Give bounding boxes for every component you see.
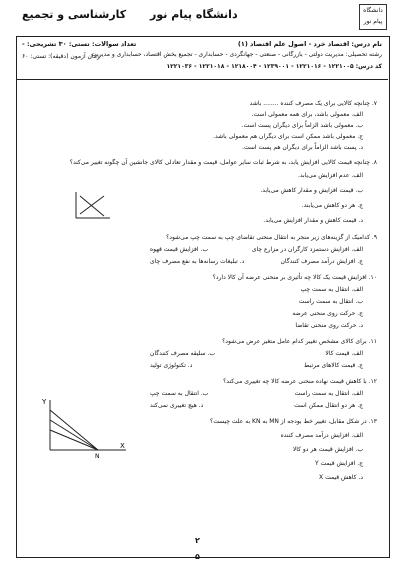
option[interactable]: ج. افزایش درآمد مصرف کنندگان bbox=[280, 258, 363, 265]
header-center-title: دانشگاه پیام نور bbox=[150, 8, 238, 21]
option[interactable]: الف. انتقال به سمت چپ bbox=[300, 286, 363, 293]
option[interactable]: د. حرکت روی منحنی تقاضا bbox=[295, 322, 363, 329]
question-10: ۱۰. افزایش قیمت یک کالا چه تأثیری بر منحنی عرضه آن کالا دارد؟ bbox=[212, 274, 377, 281]
option[interactable]: ج. قیمت کالاهای مرتبط bbox=[303, 362, 363, 369]
option[interactable]: ج. هر دو کاهش می‌یابند. bbox=[301, 202, 363, 209]
option[interactable]: د. تکنولوژی تولید bbox=[150, 362, 193, 369]
option[interactable]: د. هیچ تغییری نمی‌کند bbox=[150, 402, 204, 409]
option[interactable]: الف. معمولی باشد، برای همه معمولی است. bbox=[251, 111, 363, 118]
question-9: ۹. کدامیک از گزینه‌های زیر منجر به انتقال منحنی تقاضای چپ به سمت چپ می‌شود؟ bbox=[166, 234, 377, 241]
svg-text:X: X bbox=[120, 442, 125, 450]
option[interactable]: ب. قیمت افزایش و مقدار کاهش می‌یابد. bbox=[260, 187, 363, 194]
question-count: تعداد سوالات: تستی: ۳۰ تشریحی: - bbox=[22, 40, 137, 48]
option[interactable]: د. قیمت کاهش و مقدار افزایش می‌یابد. bbox=[263, 217, 363, 224]
option[interactable]: د. پست باشد الزاماً برای دیگران هم پست است. bbox=[242, 144, 363, 151]
option[interactable]: ب. افزایش قیمت هر دو کالا bbox=[292, 446, 363, 453]
option[interactable]: الف. انتقال به سمت راست bbox=[294, 390, 363, 397]
page-number-secondary: ۵ bbox=[195, 552, 200, 561]
option[interactable]: ب. معمولی باشد الزاماً برای دیگران پست است. bbox=[241, 122, 363, 129]
course-info-box bbox=[16, 36, 388, 80]
svg-text:Y: Y bbox=[42, 398, 47, 406]
supply-demand-graph-icon bbox=[72, 190, 112, 220]
exam-time: زمان آزمون (دقیقه): تستی: ۶۰ bbox=[22, 53, 100, 60]
question-12: ۱۲. با کاهش قیمت نهاده منحنی عرضه کالا چه تغییری می‌کند؟ bbox=[223, 378, 377, 385]
question-13: ۱۳. در شکل مقابل، تغییر خط بودجه از MN به KN به علت چیست؟ bbox=[210, 418, 377, 425]
option[interactable]: د. تبلیغات رسانه‌ها به نفع مصرف چای bbox=[150, 258, 245, 265]
option[interactable]: ب. انتقال به سمت چپ bbox=[150, 390, 209, 397]
question-8: ۸. چنانچه قیمت کالایی افزایش یابد، به شرط ثبات سایر عوامل، قیمت و مقدار تعادلی کالای جانشین آن چگونه تغییر می‌کند؟ bbox=[69, 159, 377, 166]
logo-text: دانشگاه پیام نور bbox=[363, 7, 383, 25]
option[interactable]: ج. هر دو انتقال ممکن است bbox=[294, 402, 363, 409]
course-title: نام درس: اقتصاد خرد - اصول علم اقتصاد (۱) bbox=[237, 40, 382, 48]
svg-text:N: N bbox=[95, 453, 100, 458]
option[interactable]: الف. افزایش درآمد مصرف کننده bbox=[280, 432, 363, 439]
university-logo-icon bbox=[359, 4, 387, 30]
option[interactable]: ب. سلیقه مصرف کنندگان bbox=[150, 350, 216, 357]
option[interactable]: ب. انتقال به سمت راست bbox=[298, 298, 363, 305]
course-fields: رشته تحصیلی: مدیریت دولتی - بازرگانی - صنعتی - جهانگردی - حسابداری - تجمیع بخش اقتصاد، حسابداری و مدیریت bbox=[91, 51, 382, 58]
option[interactable]: ج. افزایش قیمت Y bbox=[314, 460, 363, 467]
header-left-title: کارشناسی و تجمیع bbox=[22, 8, 127, 21]
budget-line-graph-icon bbox=[40, 396, 130, 458]
question-11: ۱۱. برای کالای مشخص تغییر کدام عامل متغیر عرض می‌شود؟ bbox=[222, 338, 377, 345]
option[interactable]: الف. افزایش دستمزد کارگران در مزارع چای bbox=[251, 246, 363, 253]
page-number: ۲ bbox=[195, 536, 200, 545]
option[interactable]: الف. عدم افزایش می‌یابد. bbox=[297, 172, 363, 179]
course-code: کد درس: ۱۲۲۱۰۰۵ - ۱۲۲۱۰۱۶ - ۱۲۳۹۰۰۱ - ۱۲۱۸۰۰۴ - ۱۲۲۱۰۱۸ - ۱۲۲۱۰۳۶ bbox=[166, 63, 382, 70]
option[interactable]: ب. افزایش قیمت قهوه bbox=[150, 246, 209, 253]
option[interactable]: ج. حرکت روی منحنی عرضه bbox=[292, 310, 363, 317]
question-7: ۷. چنانچه کالایی برای یک مصرف کننده ........ باشد bbox=[249, 100, 377, 107]
option[interactable]: الف. قیمت کالا bbox=[325, 350, 363, 357]
option[interactable]: ج. معمولی باشد ممکن است برای دیگران هم معمولی باشد. bbox=[213, 133, 363, 140]
option[interactable]: د. کاهش قیمت X bbox=[319, 474, 363, 481]
